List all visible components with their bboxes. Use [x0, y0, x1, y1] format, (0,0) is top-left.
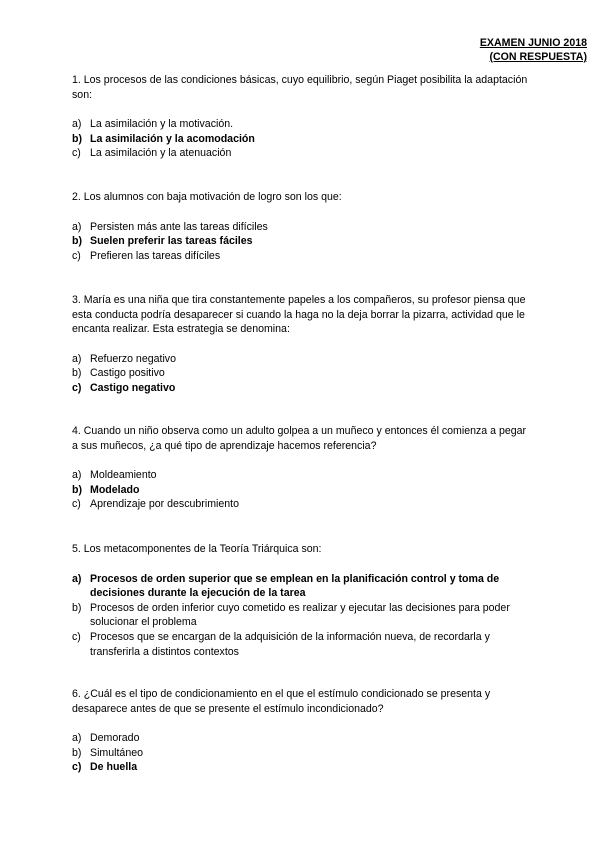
options-list	[72, 352, 532, 396]
option-text: La asimilación y la motivación.	[90, 118, 234, 131]
option-letter: a)	[72, 572, 82, 585]
exam-subtitle: (CON RESPUESTA)	[489, 51, 587, 63]
option-a	[72, 468, 532, 483]
option-letter: a)	[72, 220, 82, 233]
option-a-correct	[72, 572, 532, 601]
option-b-correct	[72, 483, 532, 498]
option-text: Simultáneo	[90, 746, 143, 759]
question-5	[72, 542, 532, 659]
option-text: Suelen preferir las tareas fáciles	[90, 235, 253, 248]
option-letter: b)	[72, 367, 82, 380]
question-text: 6. ¿Cuál es el tipo de condicionamiento en el que el estímulo condicionado se presenta y desaparece antes de que se presente el estímulo incondicionado?	[72, 688, 491, 715]
option-text: Castigo positivo	[90, 367, 165, 380]
option-text: La asimilación y la atenuación	[90, 147, 232, 160]
option-letter: a)	[72, 352, 82, 365]
exam-header	[480, 36, 587, 64]
option-c-correct	[72, 381, 532, 396]
option-letter: b)	[72, 746, 82, 759]
option-text: Castigo negativo	[90, 381, 176, 394]
option-letter: b)	[72, 483, 82, 496]
question-2	[72, 190, 532, 263]
option-a	[72, 220, 532, 235]
option-text: Prefieren las tareas difíciles	[90, 249, 221, 262]
options-list	[72, 220, 532, 264]
option-text: Procesos de orden superior que se emplean en la planificación control y toma de decisiones durante la ejecución de la tarea	[90, 572, 500, 600]
options-list	[72, 572, 532, 660]
question-text: 3. María es una niña que tira constantemente papeles a los compañeros, su profesor piensa que esta conducta podría desaparecer si cuando la haga no la deja borrar la pizarra, actividad que le encanta realizar. Esta estrategia se denomina:	[72, 294, 526, 336]
option-text: La asimilación y la acomodación	[90, 132, 255, 145]
option-text: Aprendizaje por descubrimiento	[90, 498, 239, 511]
question-text: 5. Los metacomponentes de la Teoría Triárquica son:	[72, 543, 322, 555]
option-c-correct	[72, 760, 532, 775]
question-3	[72, 293, 532, 396]
option-letter: c)	[72, 630, 81, 643]
option-c	[72, 146, 532, 161]
option-letter: c)	[72, 498, 81, 511]
option-letter: b)	[72, 235, 82, 248]
option-letter: b)	[72, 132, 82, 145]
option-text: Persisten más ante las tareas difíciles	[90, 220, 268, 233]
question-text: 2. Los alumnos con baja motivación de logro son los que:	[72, 191, 342, 203]
option-letter: a)	[72, 118, 82, 131]
option-text: Refuerzo negativo	[90, 352, 176, 365]
options-list	[72, 468, 532, 512]
option-text: De huella	[90, 761, 138, 774]
option-letter: c)	[72, 249, 81, 262]
options-list	[72, 117, 532, 161]
option-text: Modelado	[90, 483, 140, 496]
option-letter: b)	[72, 601, 82, 614]
option-text: Moldeamiento	[90, 469, 157, 482]
option-text: Demorado	[90, 732, 140, 745]
options-list	[72, 731, 532, 775]
option-b	[72, 601, 532, 630]
option-b	[72, 746, 532, 761]
option-text: Procesos que se encargan de la adquisición de la información nueva, de recordarla y transferirla a distintos contextos	[90, 630, 490, 658]
option-text: Procesos de orden inferior cuyo cometido es realizar y ejecutar las decisiones para poder solucionar el problema	[90, 601, 510, 629]
option-c	[72, 249, 532, 264]
option-b-correct	[72, 234, 532, 249]
option-letter: c)	[72, 381, 82, 394]
question-6	[72, 687, 532, 775]
option-letter: a)	[72, 732, 82, 745]
question-4	[72, 424, 532, 512]
question-text: 1. Los procesos de las condiciones básicas, cuyo equilibrio, según Piaget posibilita la adaptación son:	[72, 74, 528, 101]
option-b-correct	[72, 132, 532, 147]
exam-title: EXAMEN JUNIO 2018	[479, 37, 587, 49]
option-a	[72, 352, 532, 367]
option-c	[72, 630, 532, 659]
option-a	[72, 731, 532, 746]
option-letter: c)	[72, 147, 81, 160]
option-letter: a)	[72, 469, 82, 482]
question-text: 4. Cuando un niño observa como un adulto golpea a un muñeco y entonces él comienza a pegar a sus muñecos, ¿a qué tipo de aprendizaje hacemos referencia?	[72, 425, 527, 452]
question-1	[72, 73, 532, 161]
option-c	[72, 497, 532, 512]
option-a	[72, 117, 532, 132]
option-letter: c)	[72, 761, 82, 774]
option-b	[72, 366, 532, 381]
